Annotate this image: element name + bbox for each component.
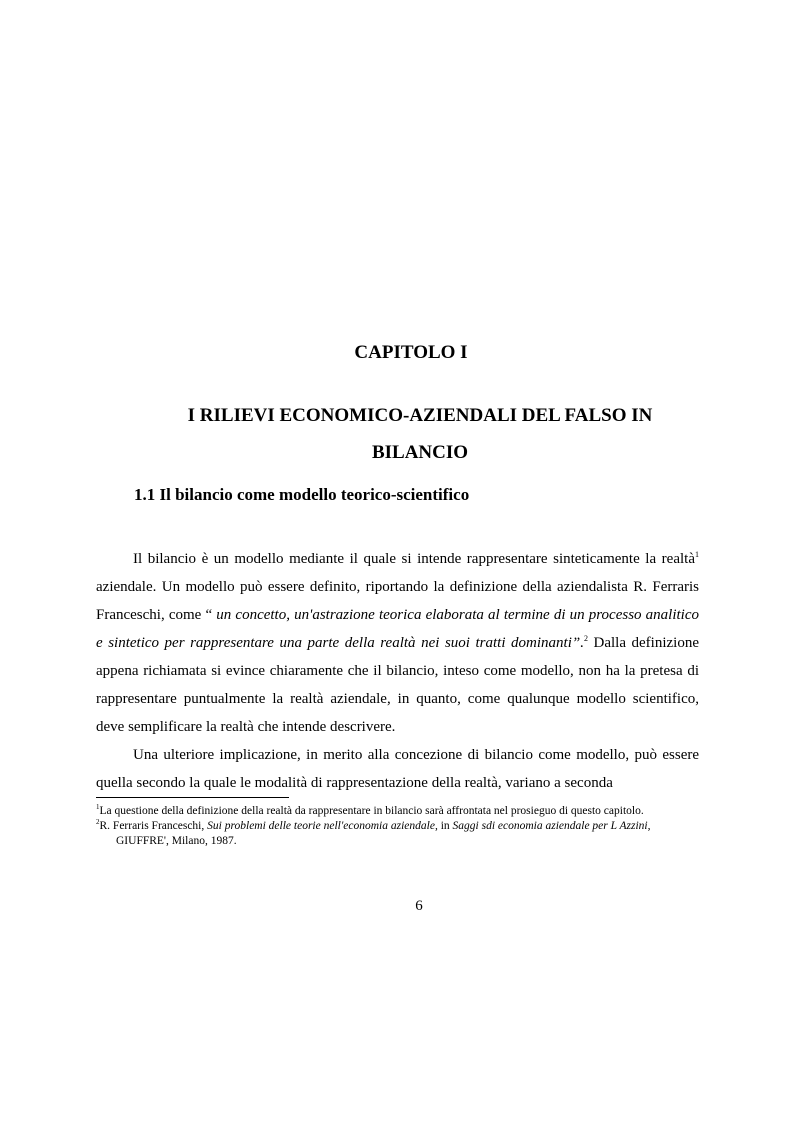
- chapter-label: CAPITOLO I: [354, 342, 468, 363]
- paragraph-text: Dalla definizione appena richiamata si evince chiaramente che il bilancio, inteso come modello, non ha la pretesa di rappresentare puntualmente la realtà aziendale, in quanto, come qualunque modello scientifico, deve semplificare la realtà che intende descrivere.: [96, 635, 699, 735]
- footnote: [96, 819, 699, 849]
- footnote-work-title: Sui problemi delle teorie nell'economia aziendale,: [207, 820, 438, 832]
- footnote-text: La questione della definizione della realtà da rappresentare in bilancio sarà affrontata nel prosieguo di questo capitolo.: [99, 805, 644, 817]
- paragraph: [96, 545, 699, 741]
- footnote-number: 2: [96, 818, 100, 827]
- chapter-title: [140, 397, 700, 471]
- definition-quote: un concetto, un'astrazione teorica elaborata al termine di un processo analitico e sintetico per rappresentare una parte della realtà nei suoi tratti dominanti”.: [96, 607, 699, 651]
- paragraph-text: aziendale. Un modello può essere definito, riportando la definizione della aziendalista R. Ferraris Franceschi, come “: [96, 579, 699, 623]
- footnote-author: R. Ferraris Franceschi,: [99, 820, 208, 832]
- footnote-publisher: GIUFFRE', Milano, 1987.: [116, 835, 237, 847]
- footnote: [96, 804, 699, 819]
- chapter-title-line-1: I RILIEVI ECONOMICO-AZIENDALI DEL FALSO IN: [187, 405, 653, 426]
- footnote-ref: 2: [583, 634, 588, 643]
- footnote-volume-title: Saggi sdi economia aziendale per L Azzini,: [452, 820, 651, 832]
- body-text: [96, 545, 699, 797]
- footnote-connector: in: [437, 820, 453, 832]
- footnote-ref: 1: [695, 550, 699, 559]
- paragraph-text: Il bilancio è un modello mediante il quale si intende rappresentare sinteticamente la realtà: [133, 551, 695, 567]
- section-heading: 1.1 Il bilancio come modello teorico-scientifico: [134, 485, 470, 504]
- paragraph: Una ulteriore implicazione, in merito alla concezione di bilancio come modello, può essere quella secondo la quale le modalità di rappresentazione della realtà, variano a seconda: [96, 747, 699, 791]
- footnotes: [96, 804, 699, 849]
- page-number: 6: [415, 898, 423, 914]
- chapter-title-line-2: BILANCIO: [371, 442, 469, 463]
- footnote-separator: [96, 797, 289, 798]
- footnote-number: 1: [96, 803, 100, 812]
